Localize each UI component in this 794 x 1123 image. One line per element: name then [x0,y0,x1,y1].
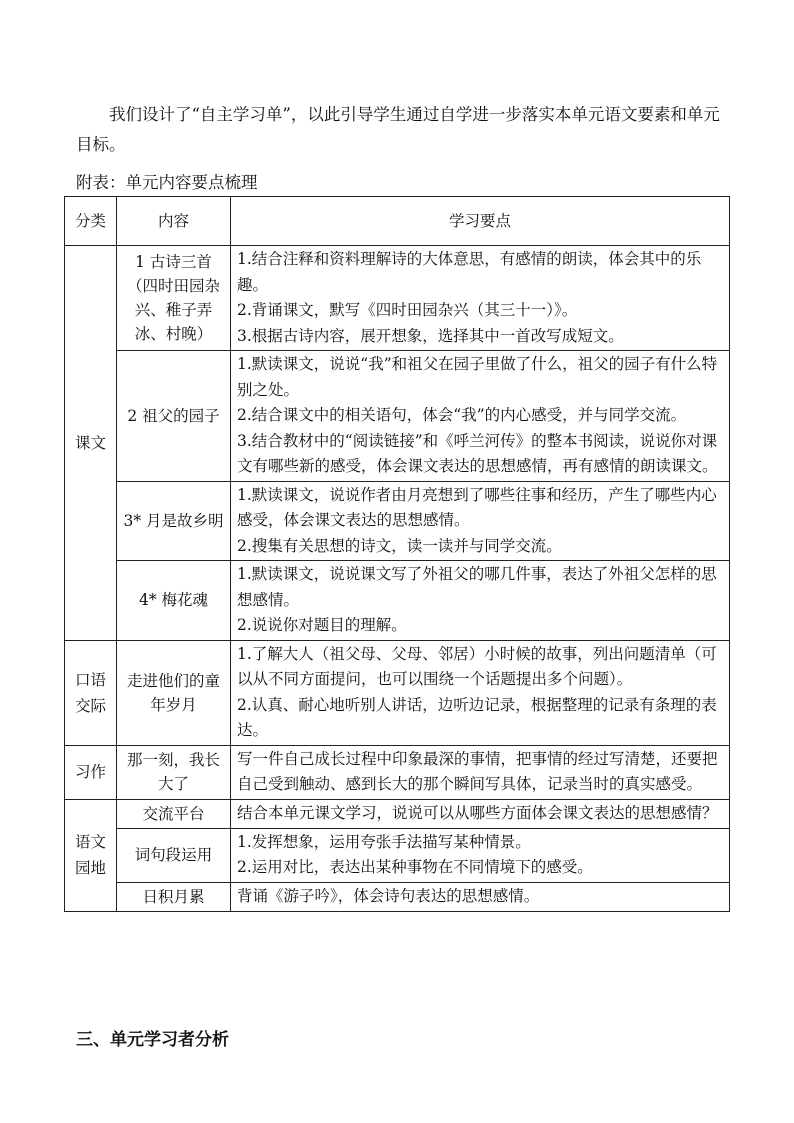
row-content: 3* 月是故乡明 [117,481,231,561]
row-content: 交流平台 [117,799,231,828]
table-row [65,828,730,882]
row-points [231,882,730,911]
row-points [231,828,730,882]
row-content: 走进他们的童年岁月 [117,640,231,745]
table-row [65,561,730,641]
intro-paragraph: 我们设计了“自主学习单”，以此引导学生通过自学进一步落实本单元语文要素和单元目标。 [76,105,720,154]
table-header-row [65,197,730,246]
row-points [231,351,730,482]
table-row [65,351,730,482]
section-heading: 三、单元学习者分析 [76,1030,229,1050]
row-content: 4* 梅花魂 [117,561,231,641]
row-points [231,640,730,745]
category-garden: 语文园地 [65,799,117,911]
header-category: 分类 [65,197,117,246]
row-content: 1 古诗三首（四时田园杂兴、稚子弄冰、村晚） [117,246,231,351]
table-row [65,745,730,799]
row-points [231,561,730,641]
point-item: 2.运用对比，表达出某种事物在不同情境下的感受。 [237,858,593,876]
point-item: 2.认真、耐心地听别人讲话，边听边记录，根据整理的记录有条理的表达。 [237,695,717,739]
header-points: 学习要点 [231,197,730,246]
point-item: 2.说说你对题目的理解。 [237,616,407,634]
point-item: 1.结合注释和资料理解诗的大体意思，有感情的朗读，体会其中的乐趣。 [237,250,702,294]
table-row [65,246,730,351]
point-item: 背诵《游子吟》，体会诗句表达的思想感情。 [237,886,540,905]
point-item: 1.了解大人（祖父母、父母、邻居）小时候的故事，列出问题清单（可以从不同方面提问，也可以围绕一个话题提出多个问题）。 [237,644,717,688]
point-item: 2.搜集有关思想的诗文，读一读并与同学交流。 [237,536,562,555]
point-item: 结合本单元课文学习，说说可以从哪些方面体会课文表达的思想感情？ [237,803,718,822]
row-points [231,481,730,561]
point-item: 1.默读课文，说说课文写了外祖父的哪几件事，表达了外祖父怎样的思想感情。 [237,565,717,609]
row-points [231,799,730,828]
category-texts: 课文 [65,246,117,641]
table-row [65,882,730,911]
table-row [65,799,730,828]
row-content: 词句段运用 [117,828,231,882]
category-oral: 口语交际 [65,640,117,745]
category-writing: 习作 [65,745,117,799]
header-content: 内容 [117,197,231,246]
content-summary-table [64,196,730,912]
row-points [231,745,730,799]
point-item: 2.背诵课文，默写《四时田园杂兴（其三十一）》。 [237,301,578,319]
point-item: 1.默读课文，说说“我”和祖父在园子里做了什么，祖父的园子有什么特别之处。 [237,355,718,399]
row-content: 那一刻，我长大了 [117,745,231,799]
row-content: 2 祖父的园子 [117,351,231,482]
appendix-label: 附表：单元内容要点梳理 [76,173,258,192]
point-item: 3.根据古诗内容，展开想象，选择其中一首改写成短文。 [237,326,624,345]
point-item: 3.结合教材中的“阅读链接”和《呼兰河传》的整本书阅读，说说你对课文有哪些新的感受，体会课文表达的思想感情，再有感情的朗读课文。 [237,431,718,475]
point-item: 写一件自己成长过程中印象最深的事情，把事情的经过写清楚，还要把自己受到触动、感到长大的那个瞬间写具体，记录当时的真实感受。 [237,749,718,793]
row-content: 日积月累 [117,882,231,911]
point-item: 1.发挥想象，运用夸张手法描写某种情景。 [237,832,531,851]
table-row [65,640,730,745]
table-row [65,481,730,561]
point-item: 2.结合课文中的相关语句，体会“我”的内心感受，并与同学交流。 [237,406,687,424]
point-item: 1.默读课文，说说作者由月亮想到了哪些往事和经历，产生了哪些内心感受，体会课文表达的思想感情。 [237,485,717,529]
row-points [231,246,730,351]
